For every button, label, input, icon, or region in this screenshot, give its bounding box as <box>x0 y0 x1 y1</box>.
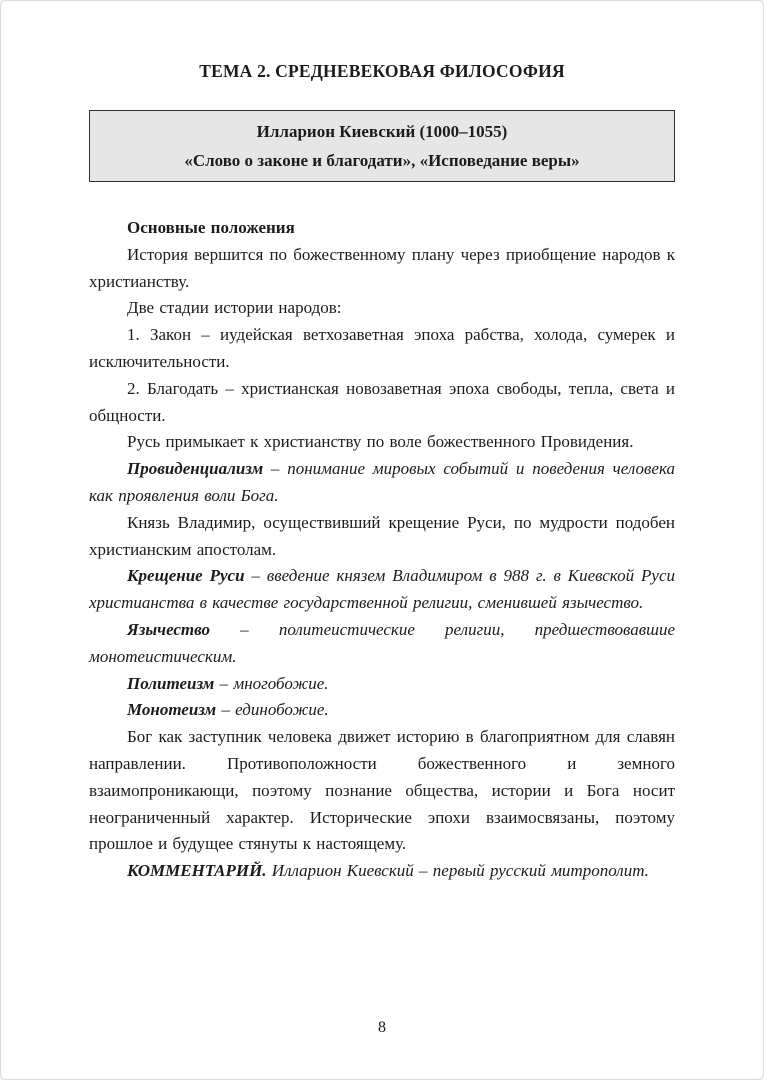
paragraph-text: Русь примыкает к христианству по воле божественного Провидения. <box>127 432 634 452</box>
definition-term: Провиденциализм <box>127 459 264 479</box>
commentary-paragraph <box>89 858 675 885</box>
definition-paragraph <box>89 671 675 698</box>
list-item-paragraph <box>89 322 675 376</box>
commentary-text: Илларион Киевский – первый русский митрополит. <box>266 861 649 881</box>
paragraph <box>89 510 675 564</box>
definition-paragraph <box>89 697 675 724</box>
definition-term: Крещение Руси <box>127 566 245 586</box>
definition-text: – введение князем Владимиром в 988 г. в Киевской Руси христианства в качестве государственной религии, сменившей язычество. <box>89 566 675 613</box>
paragraph <box>89 295 675 322</box>
definition-term: Монотеизм <box>127 700 217 720</box>
commentary-label: КОММЕНТАРИЙ. <box>127 861 267 881</box>
paragraph-text: 1. Закон – иудейская ветхозаветная эпоха рабства, холода, сумерек и исключительности. <box>89 325 675 371</box>
list-item-paragraph <box>89 376 675 430</box>
definition-text: – понимание мировых событий и поведения человека как проявления воли Бога. <box>89 459 675 505</box>
paragraph-text: Князь Владимир, осуществивший крещение Руси, по мудрости подобен христианским апостолам. <box>89 512 675 559</box>
definition-paragraph <box>89 563 675 617</box>
paragraph <box>89 242 675 296</box>
author-name-line: Илларион Киевский (1000–1055) <box>256 122 508 141</box>
paragraph <box>89 724 675 858</box>
page-title: ТЕМА 2. СРЕДНЕВЕКОВАЯ ФИЛОСОФИЯ <box>199 61 565 81</box>
definition-paragraph <box>89 456 675 510</box>
paragraph-text: 2. Благодать – христианская новозаветная эпоха свободы, тепла, света и общности. <box>89 378 675 425</box>
section-heading: Основные положения <box>127 218 295 237</box>
definition-text: – многобожие. <box>214 673 329 693</box>
author-works-line: «Слово о законе и благодати», «Исповедание веры» <box>184 151 580 170</box>
paragraph <box>89 429 675 456</box>
paragraph-text: История вершится по божественному плану через приобщение народов к христианству. <box>89 244 675 291</box>
author-header-box <box>89 110 675 182</box>
definition-term: Язычество <box>127 619 211 639</box>
definition-text: – единобожие. <box>216 700 329 720</box>
definition-paragraph <box>89 617 675 671</box>
body-text <box>89 215 675 885</box>
definition-term: Политеизм <box>127 673 215 693</box>
definition-text: – политеистические религии, предшествовавшие монотеистическим. <box>89 619 675 666</box>
page-number: 8 <box>378 1019 386 1036</box>
paragraph-text: Две стадии истории народов: <box>127 298 342 318</box>
paragraph-text: Бог как заступник человека движет историю в благоприятном для славян направлении. Противоположности божественного и земного взаимопроникающи, поэтому познание общества, истории и Бога носит неограниченный характер. Исторические эпохи взаимосвязаны, поэтому прошлое и будущее стянуты к настоящему. <box>89 727 675 854</box>
